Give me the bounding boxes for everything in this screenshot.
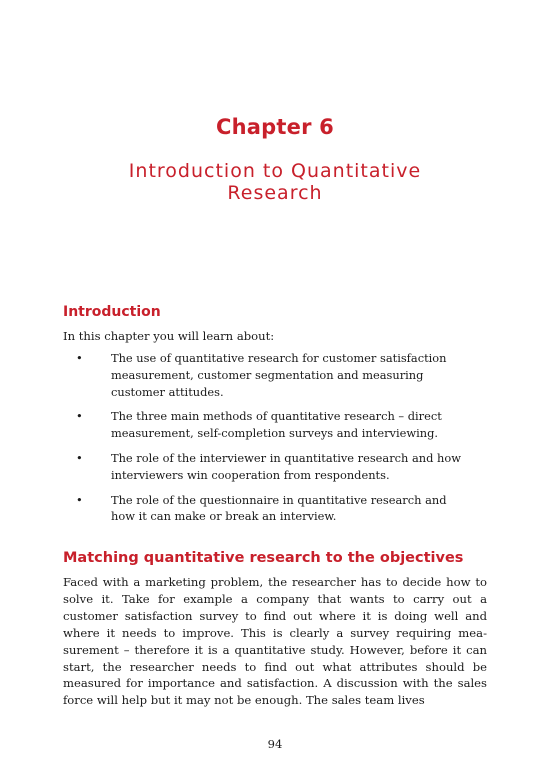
bullet-icon: • — [76, 492, 83, 507]
list-item-text: The use of quantitative research for customer satisfaction measurement, customer segmentation and measuring customer attitudes. — [111, 351, 447, 399]
page-number: 94 — [267, 737, 283, 751]
bullet-icon: • — [76, 409, 83, 424]
matching-section-heading: Matching quantitative research to the objectives — [63, 550, 464, 566]
introduction-lead-text: In this chapter you will learn about: — [63, 329, 275, 343]
body-paragraph: Faced with a marketing problem, the researcher has to decide how to solve it. Take for example a company that wants to carry out a customer satisfaction survey to find out where it is doing well and where it needs to improve. This is clearly a survey requiring mea-surement – therefore it is a quantitative study. However, before it can start, the researcher needs to find out what attributes should be measured for importance and satisfaction. A discussion with the sales force will help but it may not be enough. The sales team lives — [63, 575, 487, 708]
introduction-heading: Introduction — [63, 304, 161, 320]
list-item-text: The role of the questionnaire in quantitative research and how it can make or break an interview. — [111, 492, 447, 524]
bullet-icon: • — [76, 450, 83, 465]
list-item-text: The role of the interviewer in quantitative research and how interviewers win cooperation from respondents. — [111, 450, 461, 482]
chapter-title: Introduction to Quantitative Research — [128, 160, 422, 204]
bullet-icon: • — [76, 351, 83, 365]
chapter-number: Chapter 6 — [216, 115, 334, 139]
list-item — [63, 450, 463, 484]
list-item — [63, 408, 463, 442]
list-item — [63, 492, 463, 526]
list-item-text: The three main methods of quantitative research – direct measurement, self-completion surveys and interviewing. — [111, 409, 442, 441]
learning-points-list — [63, 350, 463, 533]
list-item — [63, 350, 463, 400]
